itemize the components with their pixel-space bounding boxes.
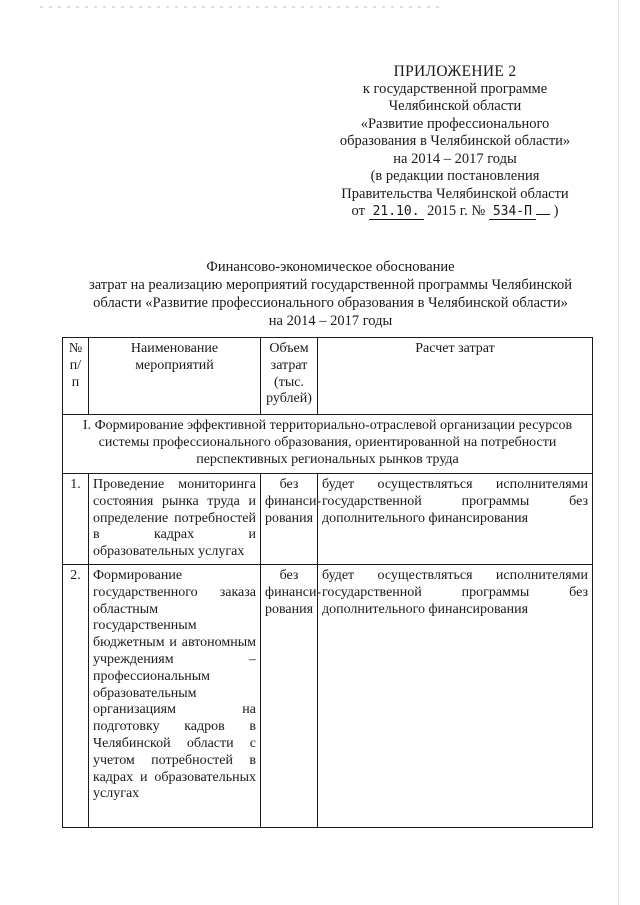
- row-name: Формирование государственного заказа областным государственным бюджетным и автономным учреждениям – профессиональным образовательным организациям на подготовку кадров в Челябинской области с учетом потребностей в кадрах и образовательных услугах: [89, 564, 261, 827]
- scan-edge: [618, 0, 619, 905]
- date-prefix: от: [351, 203, 365, 219]
- appendix-line: к государственной программе: [362, 80, 548, 97]
- appendix-line: образования в Челябинской области»: [339, 133, 571, 149]
- document-title-line: на 2014 – 2017 годы: [268, 313, 393, 329]
- section-row: [63, 415, 593, 474]
- document-title-line: области «Развитие профессионального образования в Челябинской области»: [93, 295, 568, 311]
- decree-year: 2015 г. №: [427, 203, 486, 219]
- appendix-line: «Развитие профессионального: [360, 115, 550, 132]
- appendix-line: Челябинской области: [388, 98, 522, 114]
- row-volume: без финанси-рования: [261, 474, 318, 565]
- closing-paren: ): [553, 203, 559, 219]
- row-num: 1.: [63, 474, 89, 565]
- decree-date: 21.10.: [369, 204, 424, 220]
- row-calc: будет осуществляться исполнителями государственной программы без дополнительного финансирования: [318, 474, 593, 565]
- document-title-line: затрат на реализацию мероприятий государственной программы Челябинской: [89, 277, 572, 293]
- header-num: № п/п: [63, 338, 89, 415]
- scan-artifact: [40, 6, 440, 8]
- row-volume: без финанси-рования: [261, 564, 318, 827]
- header-name: Наименование мероприятий: [89, 338, 261, 415]
- appendix-line: Правительства Челябинской области: [341, 185, 569, 202]
- row-num: 2.: [63, 564, 89, 827]
- row-name: Проведение мониторинга состояния рынка труда и определение потребностей в кадрах и образовательных услугах: [89, 474, 261, 565]
- section-title: I. Формирование эффективной территориально-отраслевой организации ресурсов системы профессионального образования, ориентированной на потребности перспективных региональных рынков труда: [63, 415, 593, 474]
- decree-date-line: [320, 203, 590, 221]
- header-calc: Расчет затрат: [318, 338, 593, 415]
- document-title-line: Финансово-экономическое обоснование: [206, 259, 455, 275]
- document-title: [68, 258, 593, 330]
- header-volume: Объем затрат (тыс. рублей): [261, 338, 318, 415]
- table-header-row: [63, 338, 593, 415]
- appendix-line: (в редакции постановления: [370, 168, 540, 184]
- cost-table: [62, 337, 593, 828]
- table-row: [63, 474, 593, 565]
- row-calc: будет осуществляться исполнителями государственной программы без дополнительного финансирования: [318, 564, 593, 827]
- appendix-line: на 2014 – 2017 годы: [393, 150, 517, 167]
- table-row: [63, 564, 593, 827]
- decree-number: 534-П: [489, 204, 536, 220]
- appendix-title: ПРИЛОЖЕНИЕ 2: [393, 63, 517, 80]
- appendix-block: [320, 63, 590, 221]
